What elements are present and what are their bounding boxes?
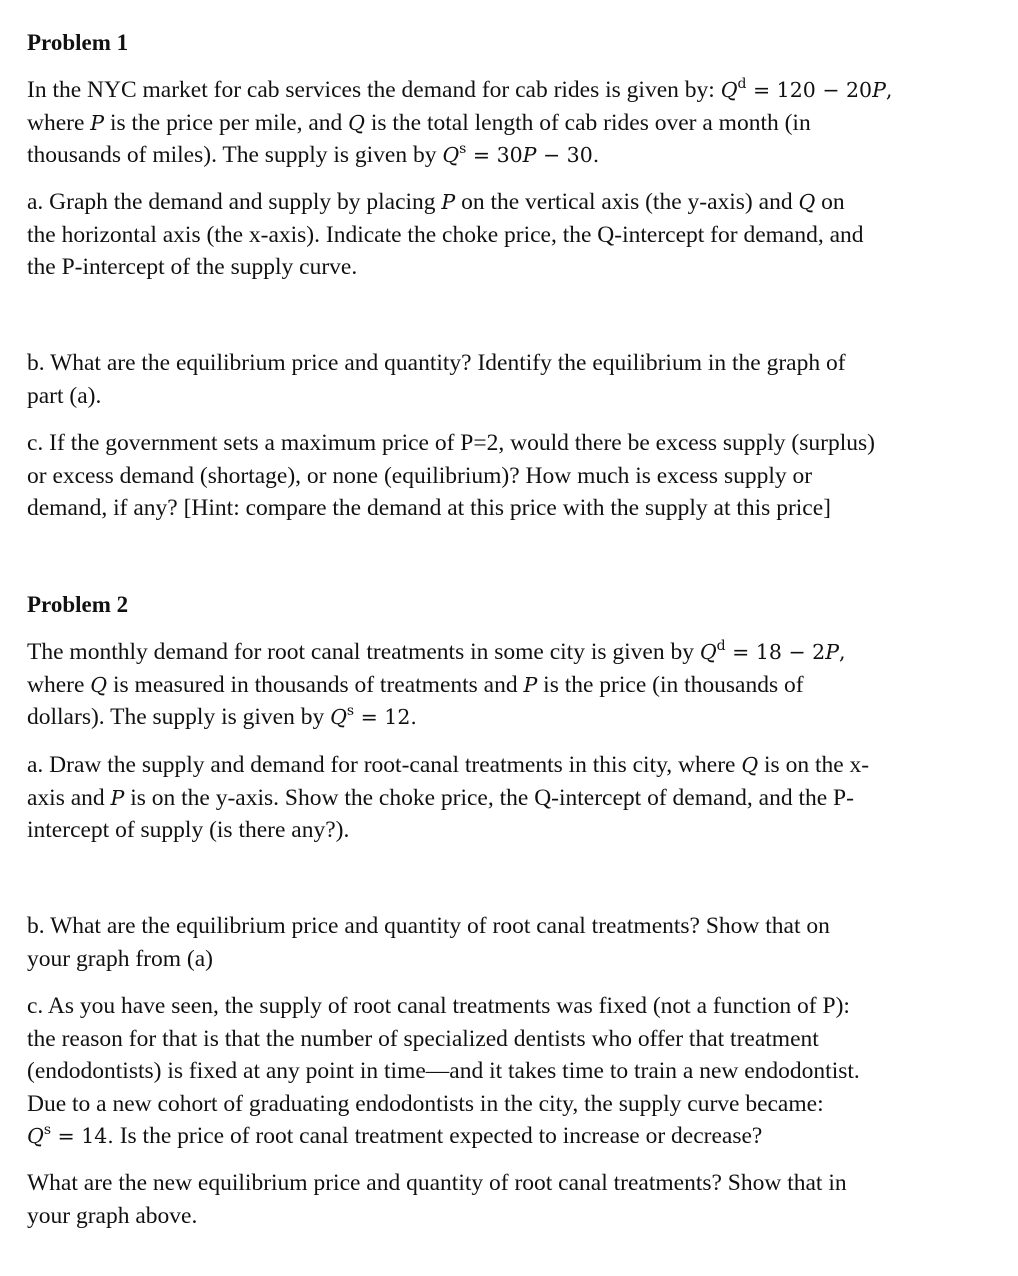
- problem-1-part-a-line-1: a. Graph the demand and supply by placing P on the vertical axis (the y-axis) and Q on: [27, 189, 845, 215]
- problem-1-part-b-line-2: part (a).: [27, 382, 102, 409]
- problem-2-intro-line-1: The monthly demand for root canal treatments in some city is given by $Q^d = 18 - 2P$,: [27, 638, 846, 665]
- problem-2-part-d-line-1: What are the new equilibrium price and quantity of root canal treatments? Show that in: [27, 1170, 847, 1196]
- new-supply-equation: $Q^s = 14$.: [27, 1122, 114, 1148]
- problem-1-part-b-line-1: b. What are the equilibrium price and quantity? Identify the equilibrium in the graph of: [27, 350, 846, 376]
- problem-1-intro: [27, 74, 992, 172]
- problem-2-intro-line-3: dollars). The supply is given by $Q^s = 12$.: [27, 703, 417, 730]
- problem-1-part-b: [27, 347, 992, 412]
- problem-2-part-a-line-1: a. Draw the supply and demand for root-canal treatments in this city, where Q is on the x-: [27, 752, 870, 778]
- problem-2-part-c-line-2: the reason for that is that the number of specialized dentists who offer that treatment: [27, 1025, 819, 1052]
- problem-1-part-a-line-2: the horizontal axis (the x-axis). Indicate the choke price, the Q-intercept for demand, and: [27, 221, 864, 248]
- supply-equation: $Q^s = 30P - 30$.: [442, 141, 600, 167]
- problem-1-part-c-line-1: c. If the government sets a maximum price of P=2, would there be excess supply (surplus): [27, 430, 875, 456]
- problem-2-part-d-line-2: your graph above.: [27, 1202, 198, 1229]
- problem-2-part-c-line-1: c. As you have seen, the supply of root canal treatments was fixed (not a function of P):: [27, 993, 850, 1019]
- problem-2-part-b-line-1: b. What are the equilibrium price and quantity of root canal treatments? Show that on: [27, 913, 830, 939]
- problem-2-part-d: [27, 1167, 992, 1232]
- problem-2-part-c-line-4: Due to a new cohort of graduating endodontists in the city, the supply curve became:: [27, 1090, 824, 1117]
- problem-1-intro-line-3: thousands of miles). The supply is given by $Q^s = 30P - 30$.: [27, 141, 600, 168]
- problem-2-intro-line-2: where Q is measured in thousands of treatments and P is the price (in thousands of: [27, 671, 804, 698]
- problem-1-part-c: [27, 427, 992, 525]
- problem-2-part-c-line-5: $Q^s = 14$. Is the price of root canal treatment expected to increase or decrease?: [27, 1122, 763, 1149]
- root-canal-demand-equation: $Q^d = 18 - 2P$: [699, 638, 839, 664]
- problem-2-part-c: [27, 990, 992, 1153]
- problem-2-part-b: [27, 910, 992, 975]
- problem-1-intro-line-2: where P is the price per mile, and Q is the total length of cab rides over a month (in: [27, 109, 811, 136]
- problem-2-part-a-line-2: axis and P is on the y-axis. Show the choke price, the Q-intercept of demand, and the P-: [27, 784, 854, 811]
- demand-equation: $Q^d = 120 - 20P$: [720, 76, 886, 102]
- problem-1-part-c-line-3: demand, if any? [Hint: compare the demand at this price with the supply at this price]: [27, 495, 831, 521]
- problem-1-part-a: [27, 186, 992, 284]
- problem-2-heading: Problem 2: [27, 592, 129, 617]
- problem-2-part-a-line-3: intercept of supply (is there any?).: [27, 817, 350, 843]
- problem-1-intro-line-1: In the NYC market for cab services the demand for cab rides is given by: $Q^d = 120 - 20P$,: [27, 76, 893, 103]
- root-canal-supply-equation: $Q^s = 12$.: [330, 703, 417, 729]
- problem-2-intro: [27, 636, 992, 734]
- problem-1-heading: Problem 1: [27, 30, 129, 55]
- problem-1-part-c-line-2: or excess demand (shortage), or none (equilibrium)? How much is excess supply or: [27, 462, 813, 489]
- problem-1-part-a-line-3: the P-intercept of the supply curve.: [27, 254, 358, 280]
- problem-2-part-a: [27, 749, 992, 847]
- problem-2-part-b-line-2: your graph from (a): [27, 945, 213, 972]
- problem-2-part-c-line-3: (endodontists) is fixed at any point in time—and it takes time to train a new endodontist.: [27, 1058, 860, 1084]
